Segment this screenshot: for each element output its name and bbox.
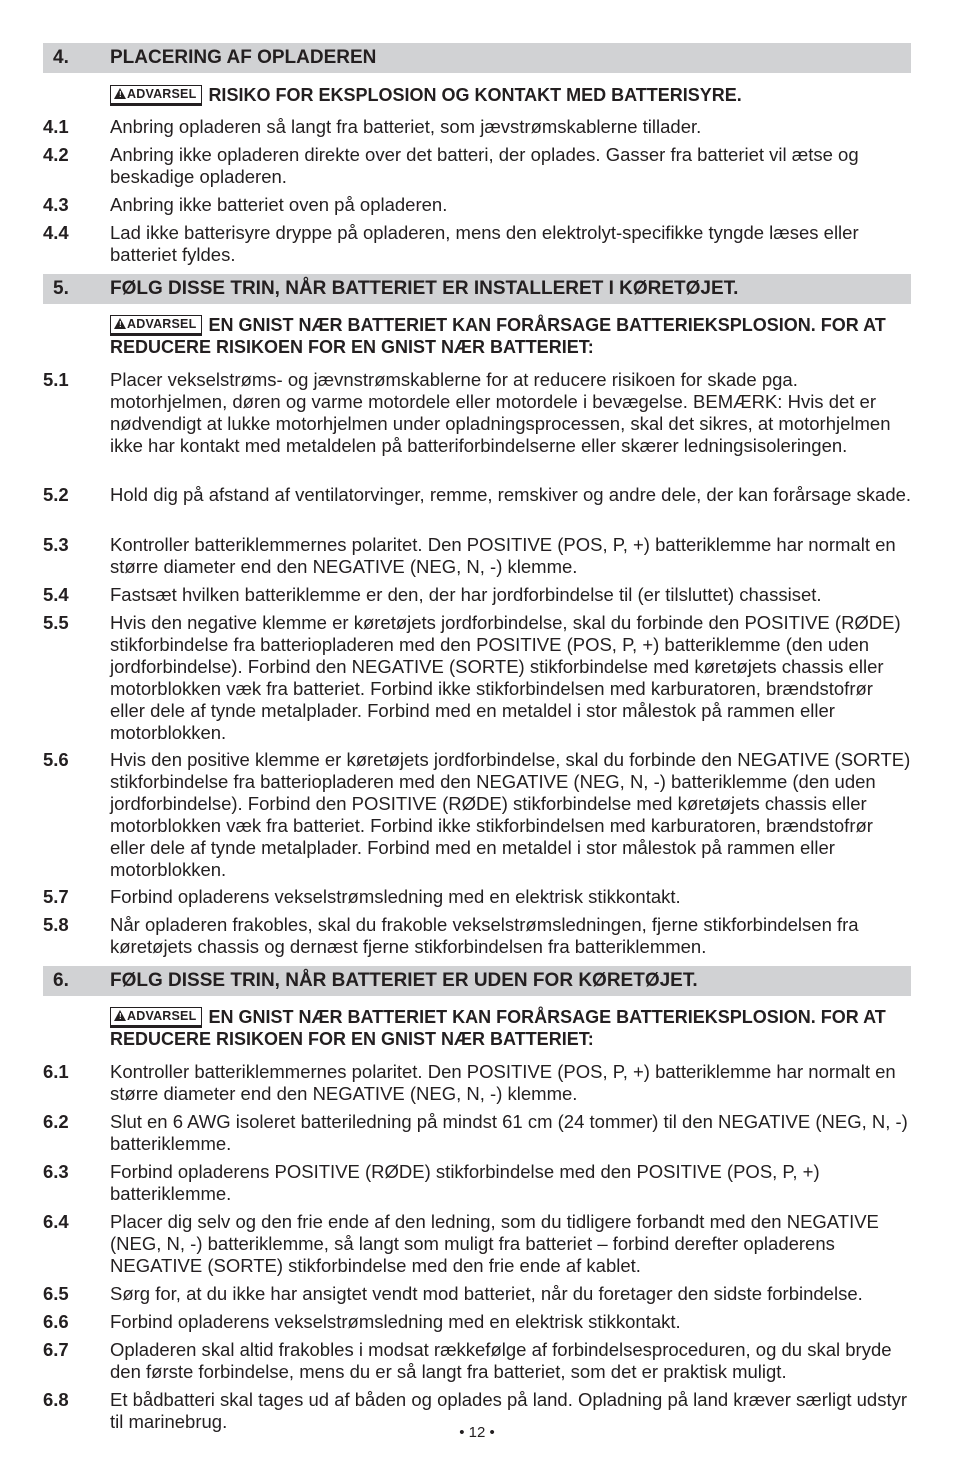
warning-block-6	[110, 1006, 910, 1050]
section-header-4	[43, 43, 911, 73]
section-number: 6.	[53, 970, 69, 991]
section-title: PLACERING AF OPLADEREN	[110, 47, 377, 68]
warning-text: RISIKO FOR EKSPLOSION OG KONTAKT MED BATTERISYRE.	[208, 85, 742, 105]
warning-triangle-icon: !	[114, 318, 126, 329]
warning-block-5	[110, 314, 910, 358]
section-title: FØLG DISSE TRIN, NÅR BATTERIET ER UDEN FOR KØRETØJET.	[110, 970, 698, 991]
section-header-5	[43, 274, 911, 304]
page-number: • 12 •	[459, 1424, 495, 1441]
warning-triangle-icon: !	[114, 1010, 126, 1021]
warning-badge: ! ADVARSEL	[110, 1007, 202, 1028]
warning-text: EN GNIST NÆR BATTERIET KAN FORÅRSAGE BATTERIEKSPLOSION. FOR AT REDUCERE RISIKOEN FOR EN GNIST NÆR BATTERIET:	[110, 315, 886, 357]
warning-badge: ! ADVARSEL	[110, 85, 202, 106]
warning-badge: ! ADVARSEL	[110, 315, 202, 336]
manual-page: 4. PLACERING AF OPLADEREN ! ADVARSEL RISIKO FOR EKSPLOSION OG KONTAKT MED BATTERISYRE. 4.1 Anbring opladeren så langt fra batteriet, som jævstrømskablerne tillader. 4.2 Anbring ikke opladeren direkte over det batteri, der oplades. Gasser fra batteriet vil ætse og beskadige opladeren. 4.3 Anbring ikke batteriet oven på opladeren. 4.4 Lad ikke batterisyre dryppe på opladeren, mens den elektrolyt-specifikke tyngde læses eller batteriet fyldes. 5. FØLG DISSE TRIN, NÅR BATTERIET ER INSTALLERET I KØRETØJET. ! ADVARSEL EN GNIST NÆR BATTERIET KAN FORÅRSAGE BATTERIEKSPLOSION. FOR AT REDUCERE RISIKOEN FOR EN GNIST NÆR BATTERIET: 5.1 Placer vekselstrøms- og jævnstrømskablerne for at reducere risikoen for skade pga. motorhjelmen, døren og varme motordele eller motordele i bevægelse. BEMÆRK: Hvis det er nødvendigt at lukke motorhjelmen under opladningsprocessen, skal det sikres, at motorhjelmen ikke har kontakt med metaldelen på batteriforbindelserne eller skærer ledningsisoleringen. 5.2 Hold dig på afstand af ventilatorvinger, remme, remskiver og andre dele, der kan forårsage skade. 5.3 Kontroller batteriklemmernes polaritet. Den POSITIVE (POS, P, +) batteriklemme har normalt en større diameter end den NEGATIVE (NEG, N, -) klemme. 5.4 Fastsæt hvilken batteriklemme er den, der har jordforbindelse til (er tilsluttet) chassiset. 5.5 Hvis den negative klemme er køretøjets jordforbindelse, skal du forbinde den POSITIVE (RØDE) stikforbindelse fra batteriopladeren med den POSITIVE (POS, P, +) batteriklemme (den uden jordforbindelse). Forbind den NEGATIVE (SORTE) stikforbindelse med køretøjets chassis eller motorblokken væk fra batteriet. Forbind ikke stikforbindelsen med karburatoren, brændstofrør eller dele af tynde metalplader. Forbind med en metaldel i stor målestok på rammen eller motorblokken. 5.6 Hvis den positive klemme er køretøjets jordforbindelse, skal du forbinde den NEGATIVE (SORTE) stikforbindelse fra batteriopladeren med den NEGATIVE (NEG, N, -) batteriklemme (den uden jordforbindelse). Forbind den POSITIVE (RØDE) stikforbindelse med køretøjets chassis eller motorblokken væk fra batteriet. Forbind ikke stikforbindelsen med karburatoren, brændstofrør eller dele af tynde metalplader. Forbind med en metaldel i stor målestok på rammen eller motorblokken. 5.7 Forbind opladerens vekselstrømsledning med en elektrisk stikkontakt. 5.8 Når opladeren frakobles, skal du frakoble vekselstrømsledningen, fjerne stikforbindelsen fra køretøjets chassis og dernæst fjerne stikforbindelsen fra batteriklemmen. 6. FØLG DISSE TRIN, NÅR BATTERIET ER UDEN FOR KØRETØJET. ! ADVARSEL EN GNIST NÆR BATTERIET KAN FORÅRSAGE BATTERIEKSPLOSION. FOR AT REDUCERE RISIKOEN FOR EN GNIST NÆR BATTERIET: 6.1 Kontroller batteriklemmernes polaritet. Den POSITIVE (POS, P, +) batteriklemme har normalt en større diameter end den NEGATIVE (NEG, N, -) klemme. 6.2 Slut en 6 AWG isoleret batteriledning på mindst 61 cm (24 tommer) til den NEGATIVE (NEG, N, -) batteriklemme. 6.3 Forbind opladerens POSITIVE (RØDE) stikforbindelse med den POSITIVE (POS, P, +) batteriklemme. 6.4 Placer dig selv og den frie ende af den ledning, som du tidligere forbandt med den NEGATIVE (NEG, N, -) batteriklemme, så langt som muligt fra batteriet – forbind derefter opladerens NEGATIVE (SORTE) stikforbindelse med den frie ende af kablet. 6.5 Sørg for, at du ikke har ansigtet vendt mod batteriet, når du foretager den sidste forbindelse. 6.6 Forbind opladerens vekselstrømsledning med en elektrisk stikkontakt. 6.7 Opladeren skal altid frakobles i modsat rækkefølge af forbindelsesproceduren, og du skal bryde den første forbindelse, mens du er så langt fra batteriet, som det er praktisk muligt. 6.8 Et bådbatteri skal tages ud af båden og oplades på land. Opladning på land kræver særligt udstyr til marinebrug. • 12 •	[0, 0, 954, 1475]
warning-triangle-icon: !	[114, 88, 126, 99]
section-header-6	[43, 966, 911, 996]
warning-text: EN GNIST NÆR BATTERIET KAN FORÅRSAGE BATTERIEKSPLOSION. FOR AT REDUCERE RISIKOEN FOR EN GNIST NÆR BATTERIET:	[110, 1007, 886, 1049]
section-title: FØLG DISSE TRIN, NÅR BATTERIET ER INSTALLERET I KØRETØJET.	[110, 278, 739, 299]
section-number: 5.	[53, 278, 69, 299]
section-number: 4.	[53, 47, 69, 68]
warning-block-4	[110, 84, 910, 106]
